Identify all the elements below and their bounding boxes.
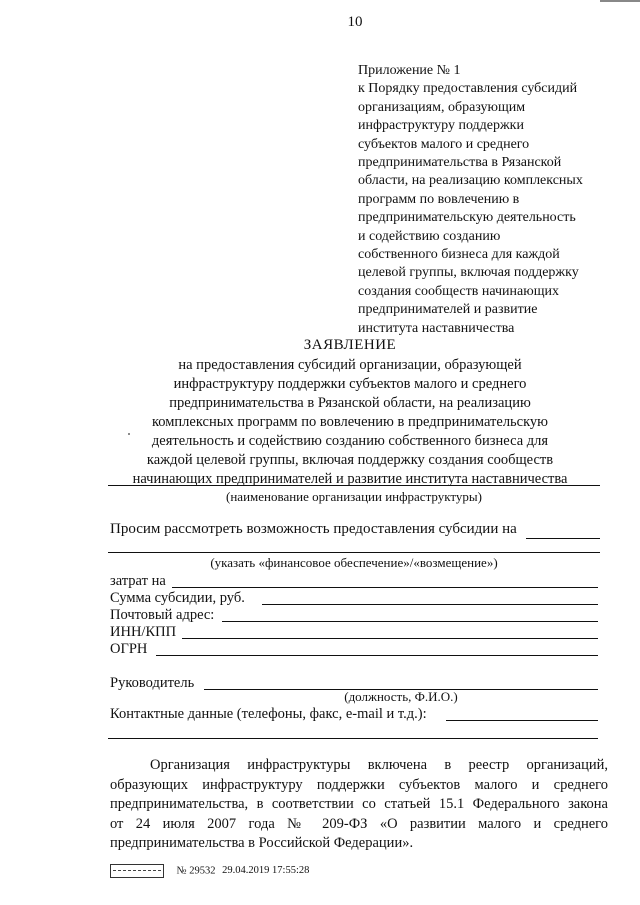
appendix-line: организациям, образующим xyxy=(358,99,526,115)
paragraph-line: образующих инфраструктуру поддержки субъектов малого и среднего xyxy=(110,776,608,793)
subtitle-line: деятельность и содействию созданию собственного бизнеса для xyxy=(151,433,549,449)
address-field[interactable] xyxy=(222,621,598,622)
paragraph-line: Организация инфраструктуры включена в реестр организаций, xyxy=(150,757,608,773)
ogrn-field[interactable] xyxy=(156,655,598,656)
head-hint: (должность, Ф.И.О.) xyxy=(344,689,458,704)
amount-label: Сумма субсидии, руб. xyxy=(110,590,245,606)
appendix-line: области, на реализацию комплексных xyxy=(358,173,583,189)
appendix-line: Приложение № 1 xyxy=(358,63,461,78)
doc-datetime: 29.04.2019 17:55:28 xyxy=(222,865,310,877)
subtitle-line: каждой целевой группы, включая поддержку создания сообществ xyxy=(146,452,554,468)
appendix-line: инфраструктуру поддержки xyxy=(358,118,524,134)
inn-field[interactable] xyxy=(182,638,598,639)
appendix-block xyxy=(358,62,618,338)
subtitle-line: на предоставления субсидий организации, образующей xyxy=(178,357,522,373)
registry-paragraph xyxy=(110,756,608,854)
amount-field[interactable] xyxy=(262,604,598,605)
page-number: 10 xyxy=(347,14,363,30)
appendix-line: предпринимателей и развитие xyxy=(358,302,538,318)
head-label: Руководитель xyxy=(110,675,195,691)
paragraph-line: предпринимательства, в соответствии со статьей 15.1 Федерального закона xyxy=(110,796,608,812)
page-corner-mark xyxy=(600,0,640,8)
paragraph-line: предпринимательства в Российской Федерации». xyxy=(110,835,414,851)
paragraph-line: от 24 июля 2007 года № 209-ФЗ «О развитии малого и среднего xyxy=(110,815,608,832)
subtitle-line: комплексных программ по вовлечению в предпринимательскую xyxy=(151,414,549,430)
request-text: Просим рассмотреть возможность предоставления субсидии на xyxy=(110,521,517,537)
document-title: ЗАЯВЛЕНИЕ xyxy=(303,337,397,353)
subtitle-line: начинающих предпринимателей и развитие института наставничества xyxy=(132,471,568,487)
contacts-field-extra[interactable] xyxy=(108,738,598,739)
finance-type-hint: (указать «финансовое обеспечение»/«возмещение») xyxy=(210,555,498,570)
appendix-line: к Порядку предоставления субсидий xyxy=(358,81,578,97)
scan-speck xyxy=(128,433,130,435)
barcode-stamp-icon xyxy=(110,864,164,878)
doc-number: № 29532 xyxy=(176,865,216,877)
appendix-line: собственного бизнеса для каждой xyxy=(358,247,560,263)
appendix-line: программ по вовлечению в xyxy=(358,191,520,207)
appendix-line: института наставничества xyxy=(358,320,515,336)
appendix-line: субъектов малого и среднего xyxy=(358,136,530,152)
ogrn-label: ОГРН xyxy=(110,641,148,657)
org-name-field[interactable] xyxy=(108,485,600,486)
appendix-line: целевой группы, включая поддержку xyxy=(358,265,579,281)
document-footer xyxy=(110,864,309,878)
subtitle-line: инфраструктуру поддержки субъектов малого и среднего xyxy=(173,376,527,392)
contacts-label: Контактные данные (телефоны, факс, e-mail и т.д.): xyxy=(110,706,427,722)
costs-field[interactable] xyxy=(172,587,598,588)
appendix-line: предпринимательства в Рязанской xyxy=(358,155,562,171)
inn-label: ИНН/КПП xyxy=(110,624,177,640)
subtitle-line: предпринимательства в Рязанской области, на реализацию xyxy=(169,395,531,411)
request-field[interactable] xyxy=(526,538,600,539)
document-subtitle xyxy=(100,356,600,489)
appendix-line: предпринимательскую деятельность xyxy=(358,210,576,226)
org-name-hint: (наименование организации инфраструктуры) xyxy=(226,489,482,504)
finance-type-field[interactable] xyxy=(108,552,600,553)
contacts-field[interactable] xyxy=(446,720,598,721)
costs-label: затрат на xyxy=(110,573,166,589)
address-label: Почтовый адрес: xyxy=(110,607,215,623)
appendix-line: создания сообществ начинающих xyxy=(358,283,559,299)
appendix-line: и содействию созданию xyxy=(358,228,501,244)
